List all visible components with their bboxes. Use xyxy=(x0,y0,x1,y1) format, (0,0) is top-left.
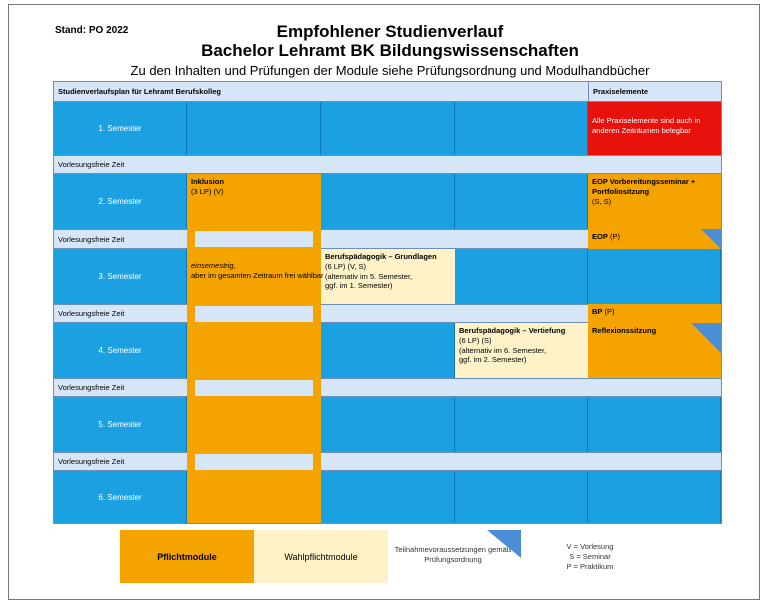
vertiefung-line2: (alternativ im 6. Semester, xyxy=(459,345,547,355)
legend-teilnahme: Teilnahmevoraussetzungen gemäß Prüfungsordnung xyxy=(394,545,512,564)
legend-abbreviations xyxy=(540,542,640,571)
break-3-label: Vorlesungsfreie Zeit xyxy=(54,304,187,323)
legend-triangle-icon xyxy=(487,530,521,558)
eop-vorbereitung-title: EOP Vorbereitungsseminar + Portfoliositzung xyxy=(592,177,696,196)
page-title-line2: Bachelor Lehramt BK Bildungswissenschaften xyxy=(201,41,579,60)
semester-6-label: 6. Semester xyxy=(54,471,187,523)
break-4-band xyxy=(321,378,721,397)
eop-prerequisite-triangle xyxy=(701,229,721,249)
inklusion-note xyxy=(187,258,329,284)
legend-abbr-v: V = Vorlesung xyxy=(566,542,614,551)
break-3-band xyxy=(321,304,588,323)
study-plan-table xyxy=(53,81,722,524)
semester-4-cell-b xyxy=(321,323,455,378)
legend-abbr-p: P = Praktikum xyxy=(566,561,614,571)
semester-3-cell-praxis xyxy=(588,249,721,304)
inklusion-note-italic: einsemestrig, xyxy=(191,261,236,270)
semester-6-cell-b xyxy=(321,471,455,523)
bp-title: BP xyxy=(592,307,603,316)
break-4-label: Vorlesungsfreie Zeit xyxy=(54,378,187,397)
semester-3-cell-c xyxy=(455,249,588,304)
reflexion-title: Reflexionssitzung xyxy=(592,326,657,335)
semester-5-cell-b xyxy=(321,397,455,452)
page-title-line1: Empfohlener Studienverlauf xyxy=(276,22,504,41)
vertiefung-module xyxy=(455,323,588,378)
eop-cell xyxy=(588,229,721,249)
inklusion-detail: (3 LP) (V) xyxy=(191,186,224,196)
inklusion-break-box-1 xyxy=(195,231,313,247)
eop-detail: (P) xyxy=(609,232,620,241)
semester-6-cell-praxis xyxy=(588,471,721,523)
reflexion-cell xyxy=(588,323,721,378)
vertiefung-line3: ggf. im 2. Semester) xyxy=(459,355,527,365)
vertiefung-title: Berufspädagogik – Vertiefung xyxy=(459,326,566,335)
semester-4-label: 4. Semester xyxy=(54,323,187,378)
break-1-label: Vorlesungsfreie Zeit xyxy=(54,155,721,174)
semester-1-cell-b xyxy=(321,102,455,155)
reflexion-prerequisite-triangle xyxy=(691,323,721,353)
inklusion-break-box-3 xyxy=(195,380,313,396)
semester-5-cell-praxis xyxy=(588,397,721,452)
legend-abbr-s: S = Seminar xyxy=(569,551,611,561)
praxis-note-red: Alle Praxiselemente sind auch in anderen Zeiträumen belegbar xyxy=(588,102,721,155)
grundlagen-module xyxy=(321,249,455,304)
semester-2-label: 2. Semester xyxy=(54,174,187,229)
semester-5-cell-c xyxy=(455,397,588,452)
semester-1-cell-a xyxy=(187,102,321,155)
break-5-band xyxy=(321,452,721,471)
inklusion-break-box-2 xyxy=(195,306,313,322)
legend-pflicht: Pflichtmodule xyxy=(120,530,254,583)
semester-3-label: 3. Semester xyxy=(54,249,187,304)
table-header-right: Praxiselemente xyxy=(588,82,721,102)
bp-cell xyxy=(588,304,721,323)
table-header-left: Studienverlaufsplan für Lehramt Berufskolleg xyxy=(54,82,588,102)
vertiefung-line1: (6 LP) (S) xyxy=(459,335,492,345)
inklusion-break-box-4 xyxy=(195,454,313,470)
stand-label: Stand: PO 2022 xyxy=(55,25,129,36)
eop-title: EOP xyxy=(592,232,608,241)
break-2-band xyxy=(321,229,588,249)
inklusion-note-rest: aber im gesamten Zeitraum frei wählbar xyxy=(191,270,324,280)
semester-2-cell-b xyxy=(321,174,455,229)
break-2-label: Vorlesungsfreie Zeit xyxy=(54,229,187,249)
inklusion-title: Inklusion xyxy=(191,177,224,186)
semester-6-cell-c xyxy=(455,471,588,523)
break-5-label: Vorlesungsfreie Zeit xyxy=(54,452,187,471)
eop-vorbereitung-detail: (S, S) xyxy=(592,196,612,206)
grundlagen-title: Berufspädagogik – Grundlagen xyxy=(325,252,437,261)
semester-5-label: 5. Semester xyxy=(54,397,187,452)
legend-wahlpflicht: Wahlpflichtmodule xyxy=(254,530,388,583)
inklusion-header xyxy=(187,174,321,200)
grundlagen-line3: ggf. im 1. Semester) xyxy=(325,281,393,291)
grundlagen-line2: (alternativ im 5. Semester, xyxy=(325,271,413,281)
bp-detail: (P) xyxy=(604,307,615,316)
semester-1-label: 1. Semester xyxy=(54,102,187,155)
semester-2-cell-c xyxy=(455,174,588,229)
page-subtitle: Zu den Inhalten und Prüfungen der Module siehe Prüfungsordnung und Modulhandbücher xyxy=(130,63,650,78)
eop-vorbereitung-cell xyxy=(588,174,721,229)
inklusion-module xyxy=(187,174,324,523)
grundlagen-line1: (6 LP) (V, S) xyxy=(325,261,366,271)
semester-1-cell-c xyxy=(455,102,588,155)
